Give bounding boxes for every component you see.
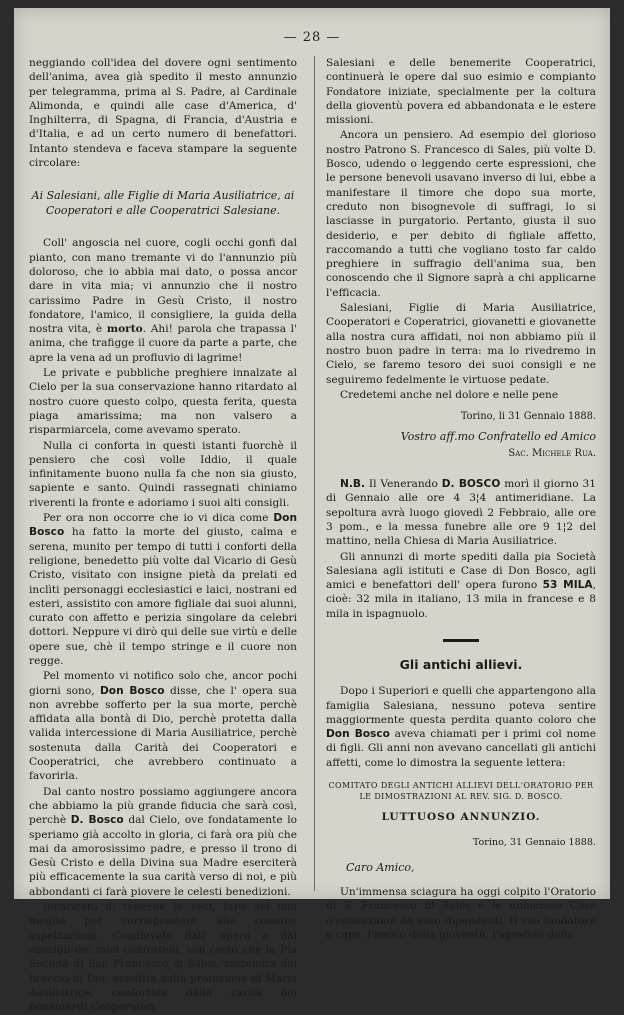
section-rule xyxy=(443,639,479,642)
paragraph xyxy=(29,511,297,668)
text-run: ha fatto la morte del giusto, calma e serena, munito per tempo di tutti i conforti della religione, benedetto più volte dal Vicario di Gesù Cristo, visitato con insigne pietà da prelati ed inclìti personaggi ecclesiastici e laici, nostrani ed esteri, assistito con amore figliale dai suoi alunni, curato con affetto e perizia singolare da celebri dottori. Neppure vi dirò qui delle sue virtù e delle opere sue, chè il tempo stringe e il cuore non regge. xyxy=(29,526,297,667)
paragraph xyxy=(29,669,297,783)
paragraph: Le private e pubbliche preghiere innalzate al Cielo per la sua conservazione hanno ritardato al nostro cuore questo colpo, questa ferita, questa piaga amarissima; ma non valsero a risparmiarcela, come avevamo sperato. xyxy=(29,367,297,437)
left-column xyxy=(29,56,297,1015)
bold-name: Don Bosco xyxy=(100,684,165,697)
paragraph: Salesiani, Figlie di Maria Ausiliatrice, Cooperatori e Coperatrici, giovanetti e giovanette alla nostra cura affidati, noi non abbiamo più il nostro buon padre in terra: ma lo rivedremo in Cielo, se faremo tesoro dei suoi consigli e ne seguiremo fedelmente le virtuose pedate. xyxy=(326,302,596,386)
bold-name: D. BOSCO xyxy=(441,478,501,491)
text-run: , cioè: 32 mila in italiano, 13 mila in francese e 8 mila in ispagnuolo. xyxy=(326,579,596,620)
text-run: Dal canto nostro possiamo aggiungere ancora che abbiamo la più grande fiducia che sarà così, perchè xyxy=(29,785,297,827)
letter-date: Torino, 31 Gennaio 1888. xyxy=(472,837,596,849)
page-number: — 28 — xyxy=(283,30,341,45)
paragraph: Nulla ci conforta in questi istanti fuorchè il pensiero che così volle Iddio, il quale infinitamente buono nulla fa che non sia giusto, sapiente e santo. Quindi rassegnati chiniamo riverenti la fronte e adoriamo i suoi alti consigli. xyxy=(29,439,297,509)
paragraph xyxy=(326,550,596,621)
text-run: morì il giorno 31 di Gennaio alle ore 4 3¦4 antimeridiane. La sepoltura avrà luogo giovedì 2 Febbraio, alle ore 3 pom., e la messa funebre alle ore 9 1¦2 del mattino, nella Chiesa di Maria Ausiliatrice. xyxy=(326,478,596,548)
greeting: Caro Amico, xyxy=(346,860,415,874)
bold-name: D. Bosco xyxy=(70,814,124,827)
paragraph xyxy=(29,785,297,899)
column-divider xyxy=(314,56,315,891)
circular-salutation: Ai Salesiani, alle Figlie di Maria Ausiliatrice, ai Cooperatori e alle Cooperatrici Salesiane. xyxy=(31,189,295,218)
committee-heading: COMITATO DEGLI ANTICHI ALLIEVI DELL'ORATORIO PER LE DIMOSTRAZIONI AL REV. SIG. D. BOSCO. xyxy=(328,781,594,802)
document-page xyxy=(14,8,610,1014)
paragraph: Incaricato di tenerne le veci, farò del mio meglio per corrispondere alla comune aspettazione. Coadiuvato dall' opera e dai consigli dei miei confratelli, son certo che la Pia Società di San Francesco di Sales, sostenuta dal braccio di Dio, assistita dalla protezione di Maria Ausiliatrice, confortata dalla carità dei benemeriti Cooperatori xyxy=(29,901,297,1014)
text-run: Pel momento vi notifico solo che, ancor pochi giorni sono, xyxy=(29,670,297,697)
paragraph xyxy=(29,236,297,365)
signature-name: Sac. Michele Rua. xyxy=(508,447,596,459)
paragraph: Un'immensa sciagura ha oggi colpito l'Oratorio di S. Francesco di Sales e le numerose Case d'educazione da esso dipendenti. Il suo fondatore e capo, l'amico della gioventù, l'apostolo della xyxy=(326,885,596,941)
paragraph: Salesiani e delle benemerite Cooperatrici, continuerà le opere dal suo esimio e compianto Fondatore iniziate, specialmente per la coltura della gioventù povera ed abbandonata e le estere missioni. xyxy=(326,57,596,127)
bold-name: Don Bosco xyxy=(326,728,390,741)
announcement-heading: LUTTUOSO ANNUNZIO. xyxy=(381,811,541,824)
text-run: Per ora non occorre che io vi dica come xyxy=(43,512,274,525)
text-run: Dopo i Superiori e quelli che appartengono alla famiglia Salesiana, nessuno poteva sentire maggiormente questa perdita quanto coloro che xyxy=(326,685,596,726)
paragraph xyxy=(326,684,596,770)
section-title: Gli antichi allievi. xyxy=(399,656,523,672)
text-run: . Ahi! parola che trapassa l' anima, che trafigge il cuore da parte a parte, che apre la vena ad un profluvio di lagrime! xyxy=(29,323,297,364)
signature-line: Vostro aff.mo Confratello ed Amico xyxy=(400,430,596,444)
bold-name: Don Bosco xyxy=(29,512,297,539)
text-run: disse, che l' opera sua non avrebbe sofferto per la sua morte, perchè affidata alla bontà di Dio, perchè protetta dalla valida intercessione di Maria Ausiliatrice, perchè sostenuta dalla Carità dei Cooperatori e Cooperatrici, che avrebbero continuato a favorirla. xyxy=(29,684,297,783)
letter-date: Torino, li 31 Gennaio 1888. xyxy=(460,411,596,423)
paragraph: Credetemi anche nel dolore e nelle pene xyxy=(340,388,559,401)
text-run: Gli annunzi di morte spediti dalla pia Società Salesiana agli istituti e Case di Don Bosco, agli amici e benefattori dell' opera furono xyxy=(326,550,596,592)
text-run: aveva chiamati per i primi col nome di figli. Gli anni non avevano cancellati gli antichi affetti, come lo dimostra la seguente lettera: xyxy=(326,728,596,769)
text-run: Coll' angoscia nel cuore, cogli occhi gonfi dal pianto, con mano tremante vi do l'annunzio più doloroso, che io abbia mai dato, o possa ancor dare in vita mia; vi annunzio che il nostro carissimo Padre in Gesù Cristo, il nostro fondatore, l'amico, il consigliere, la guida della nostra vita, è xyxy=(29,237,297,336)
paragraph: neggiando coll'idea del dovere ogni sentimento dell'anima, avea già spedito il mesto annunzio per telegramma, prima al S. Padre, al Cardinale Alimonda, e quindi alle case d'America, d' Inghilterra, di Spagna, di Francia, d'Austria e d'Italia, e ad un certo numero di benefattori. Intanto stendeva e faceva stampare la seguente circolare: xyxy=(29,57,297,170)
text-run: Il Venerando xyxy=(365,478,442,491)
bold-word: morto xyxy=(106,323,143,336)
bold-figure: 53 MILA xyxy=(542,579,593,592)
right-column xyxy=(326,56,596,943)
text-run: dal Cielo, ove fondatamente lo speriamo già accolto in gloria, ci farà ora più che mai da amorosissimo padre, e presso il trono di Gesù Cristo e della Divina sua Madre eserciterà più efficacemente la sua carità verso di noi, e più abbondanti ci farà piovere le celesti benedizioni. xyxy=(29,814,297,898)
nb-label: N.B. xyxy=(340,478,365,491)
paragraph: Ancora un pensiero. Ad esempio del glorioso nostro Patrono S. Francesco di Sales, più volte D. Bosco, udendo o leggendo certe espressioni, che le persone benevoli usavano inverso di lui, ebbe a manifestare il timore che dopo sua morte, creduto non bisognevole di suffragi, lo si lasciasse in purgatorio. Pertanto, giusta il suo desiderio, e per debito di figliale affetto, raccomando a tutti che vogliano tosto far caldo preghiere in suffragio dell'anima sua, ben conoscendo che il Signore saprà a chi applicarne l'efficacia. xyxy=(326,129,596,299)
nota-bene xyxy=(326,477,596,548)
